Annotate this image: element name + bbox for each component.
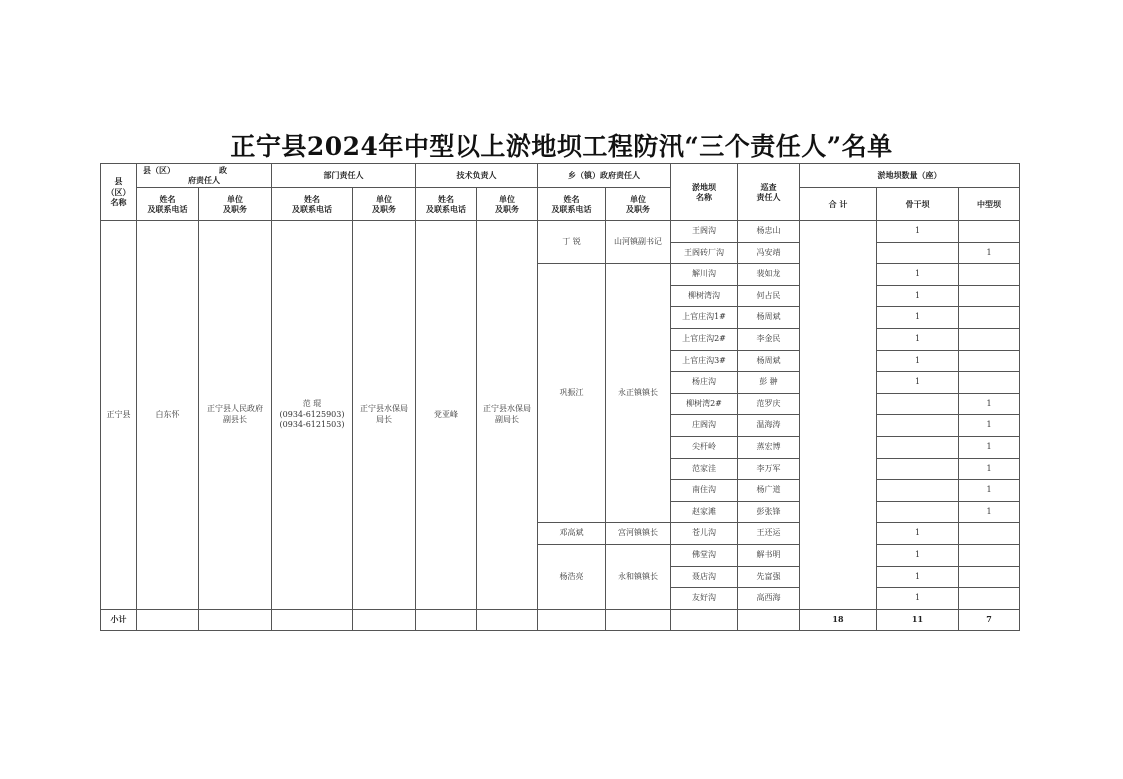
medium-cell (959, 328, 1020, 350)
patrol-cell: 高西海 (738, 588, 800, 610)
tech-name-header: 姓名 及联系电话 (416, 188, 477, 221)
town-header: 乡（镇）政府责任人 (538, 164, 671, 188)
backbone-cell: 1 (877, 221, 959, 243)
patrol-cell: 冯安靖 (738, 242, 800, 264)
medium-cell: 1 (959, 393, 1020, 415)
medium-cell (959, 588, 1020, 610)
backbone-cell (877, 436, 959, 458)
patrol-cell: 蒸宏博 (738, 436, 800, 458)
dam-name-cell: 柳树湾沟 (671, 285, 738, 307)
medium-cell (959, 372, 1020, 394)
town-unit-cell: 永和镇镇长 (606, 544, 671, 609)
patrol-cell: 彭 翀 (738, 372, 800, 394)
patrol-cell: 杨忠山 (738, 221, 800, 243)
patrol-cell: 杨周斌 (738, 307, 800, 329)
patrol-cell: 解书明 (738, 544, 800, 566)
town-unit-cell: 永正镇镇长 (606, 264, 671, 523)
dept-unit-cell: 正宁县水保局 局长 (353, 221, 416, 610)
gov-name-header: 姓名 及联系电话 (137, 188, 199, 221)
gov-name-cell: 白东怀 (137, 221, 199, 610)
county-gov-header-line1: 县（区） 政 (143, 164, 227, 175)
patrol-cell: 杨周斌 (738, 350, 800, 372)
backbone-cell (877, 480, 959, 502)
patrol-cell: 王还运 (738, 523, 800, 545)
county-gov-header-line2: 府责任人 (188, 174, 220, 185)
total-header: 合 计 (800, 188, 877, 221)
tech-name-cell: 党亚峰 (416, 221, 477, 610)
patrol-cell: 温海涛 (738, 415, 800, 437)
dam-name-cell: 苍儿沟 (671, 523, 738, 545)
dam-name-header: 淤地坝 名称 (671, 164, 738, 221)
backbone-cell (877, 393, 959, 415)
dam-name-cell: 杨庄沟 (671, 372, 738, 394)
backbone-cell: 1 (877, 544, 959, 566)
patrol-cell: 李金民 (738, 328, 800, 350)
dam-name-cell: 南住沟 (671, 480, 738, 502)
medium-cell (959, 523, 1020, 545)
medium-header: 中型坝 (959, 188, 1020, 221)
medium-cell (959, 544, 1020, 566)
backbone-cell (877, 501, 959, 523)
patrol-cell: 范罗庆 (738, 393, 800, 415)
patrol-cell: 杨广道 (738, 480, 800, 502)
dam-name-cell: 上官庄沟1# (671, 307, 738, 329)
dam-name-cell: 赵家滩 (671, 501, 738, 523)
backbone-header: 骨干坝 (877, 188, 959, 221)
subtotal-row (101, 609, 1020, 630)
medium-cell (959, 566, 1020, 588)
medium-cell: 1 (959, 415, 1020, 437)
medium-cell: 1 (959, 242, 1020, 264)
backbone-cell: 1 (877, 328, 959, 350)
dam-name-cell: 庄阁沟 (671, 415, 738, 437)
county-name-cell: 正宁县 (101, 221, 137, 610)
page-title: 正宁县2024年中型以上淤地坝工程防汛“三个责任人”名单 (230, 132, 893, 161)
dept-unit-header: 单位 及职务 (353, 188, 416, 221)
town-name-cell: 巩振江 (538, 264, 606, 523)
town-unit-cell: 宫河镇镇长 (606, 523, 671, 545)
town-name-header: 姓名 及联系电话 (538, 188, 606, 221)
responsibility-table (100, 163, 1020, 631)
dam-name-cell: 范家洼 (671, 458, 738, 480)
backbone-cell: 1 (877, 307, 959, 329)
backbone-cell: 1 (877, 264, 959, 286)
dam-name-cell: 王阁砖厂沟 (671, 242, 738, 264)
medium-cell: 1 (959, 458, 1020, 480)
patrol-cell: 李万军 (738, 458, 800, 480)
dam-name-cell: 聂店沟 (671, 566, 738, 588)
medium-cell (959, 221, 1020, 243)
patrol-cell: 先富强 (738, 566, 800, 588)
medium-cell: 1 (959, 436, 1020, 458)
dept-header: 部门责任人 (272, 164, 416, 188)
county-name-header: 县 （区） 名称 (101, 164, 137, 221)
dam-name-cell: 佛堂沟 (671, 544, 738, 566)
dam-name-cell: 尖杆岭 (671, 436, 738, 458)
dam-name-cell: 王阁沟 (671, 221, 738, 243)
town-name-cell: 杨浩亮 (538, 544, 606, 609)
town-name-cell: 丁 锐 (538, 221, 606, 264)
medium-cell (959, 350, 1020, 372)
dam-name-cell: 柳树湾2# (671, 393, 738, 415)
medium-cell (959, 264, 1020, 286)
town-unit-header: 单位 及职务 (606, 188, 671, 221)
dam-name-cell: 上官庄沟2# (671, 328, 738, 350)
dept-name-header: 姓名 及联系电话 (272, 188, 353, 221)
subtotal-label: 小计 (101, 609, 137, 630)
backbone-cell (877, 242, 959, 264)
gov-unit-cell: 正宁县人民政府 副县长 (199, 221, 272, 610)
patrol-cell: 裴如龙 (738, 264, 800, 286)
backbone-cell: 1 (877, 588, 959, 610)
dam-name-cell: 解川沟 (671, 264, 738, 286)
medium-cell (959, 285, 1020, 307)
dam-name-cell: 友好沟 (671, 588, 738, 610)
subtotal-total: 18 (800, 609, 877, 630)
patrol-header: 巡查 责任人 (738, 164, 800, 221)
patrol-cell: 彭张锋 (738, 501, 800, 523)
table-row (101, 221, 1020, 243)
gov-unit-header: 单位 及职务 (199, 188, 272, 221)
patrol-cell: 何占民 (738, 285, 800, 307)
town-unit-cell: 山河镇副书记 (606, 221, 671, 264)
backbone-cell: 1 (877, 350, 959, 372)
backbone-cell: 1 (877, 523, 959, 545)
tech-header: 技术负责人 (416, 164, 538, 188)
town-name-cell: 邓高斌 (538, 523, 606, 545)
backbone-cell: 1 (877, 285, 959, 307)
dam-name-cell: 上官庄沟3# (671, 350, 738, 372)
backbone-cell: 1 (877, 566, 959, 588)
backbone-cell: 1 (877, 372, 959, 394)
total-cell (800, 221, 877, 610)
medium-cell: 1 (959, 480, 1020, 502)
backbone-cell (877, 415, 959, 437)
count-group-header: 淤地坝数量（座） (800, 164, 1020, 188)
backbone-cell (877, 458, 959, 480)
county-gov-header (137, 164, 272, 188)
medium-cell: 1 (959, 501, 1020, 523)
tech-unit-header: 单位 及职务 (477, 188, 538, 221)
subtotal-medium: 7 (959, 609, 1020, 630)
dept-name-cell: 范 琨 (0934-6125903) (0934-6121503) (272, 221, 353, 610)
subtotal-backbone: 11 (877, 609, 959, 630)
tech-unit-cell: 正宁县水保局 副局长 (477, 221, 538, 610)
medium-cell (959, 307, 1020, 329)
